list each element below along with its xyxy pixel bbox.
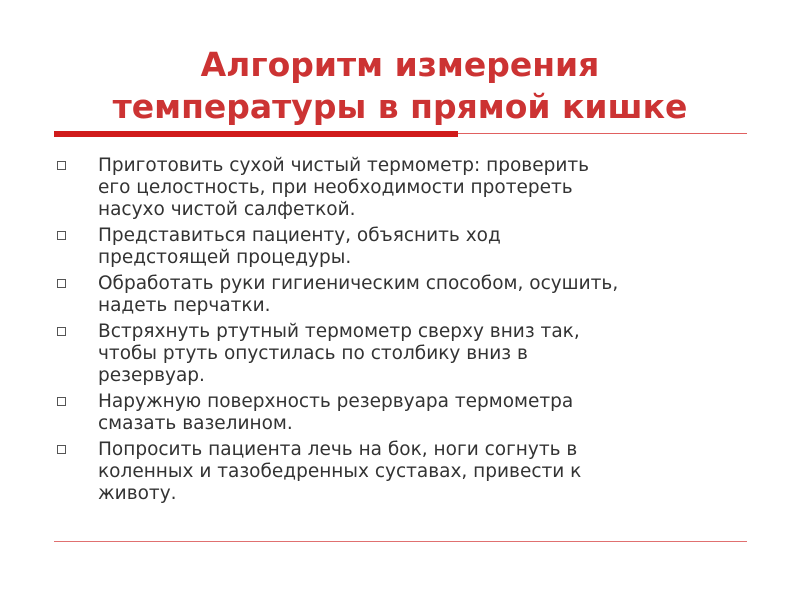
bullet-1-line-2: его целостность, при необходимости протереть — [98, 177, 573, 198]
bullet-6-line-1: Попросить пациента лечь на бок, ноги согнуть в — [98, 439, 578, 460]
bullet-5-line-2: смазать вазелином. — [98, 413, 293, 434]
bullet-3-line-1: Обработать руки гигиеническим способом, осушить, — [98, 273, 619, 294]
bullet-2-line-1: Представиться пациенту, объяснить ход — [98, 225, 501, 246]
bullet-item-4 — [54, 321, 754, 387]
bullet-item-5 — [54, 391, 754, 435]
bullet-5-line-1: Наружную поверхность резервуара термометра — [98, 391, 574, 412]
square-bullet-icon — [57, 161, 66, 170]
bullet-4-line-2: чтобы ртуть опустилась по столбику вниз в — [98, 343, 528, 364]
square-bullet-icon — [57, 279, 66, 288]
bullet-1-line-3: насухо чистой салфеткой. — [98, 199, 356, 220]
slide-title — [50, 44, 750, 128]
square-bullet-icon — [57, 231, 66, 240]
bullet-item-3 — [54, 273, 754, 317]
square-bullet-icon — [57, 445, 66, 454]
square-bullet-icon — [57, 397, 66, 406]
bullet-item-1 — [54, 155, 754, 221]
bullet-3-line-2: надеть перчатки. — [98, 295, 271, 316]
title-accent-bar — [54, 131, 458, 137]
bottom-divider — [54, 541, 747, 542]
bullet-item-6 — [54, 439, 754, 505]
bullet-item-2 — [54, 225, 754, 269]
title-line-1: Алгоритм измерения — [200, 45, 600, 84]
bullet-1-line-1: Приготовить сухой чистый термометр: проверить — [98, 155, 590, 176]
square-bullet-icon — [57, 327, 66, 336]
bullet-list — [54, 155, 754, 509]
bullet-6-line-3: животу. — [98, 483, 177, 504]
title-line-2: температуры в прямой кишке — [112, 87, 688, 126]
bullet-6-line-2: коленных и тазобедренных суставах, привести к — [98, 461, 582, 482]
bullet-2-line-2: предстоящей процедуры. — [98, 247, 352, 268]
bullet-4-line-3: резервуар. — [98, 365, 205, 386]
bullet-4-line-1: Встряхнуть ртутный термометр сверху вниз так, — [98, 321, 580, 342]
